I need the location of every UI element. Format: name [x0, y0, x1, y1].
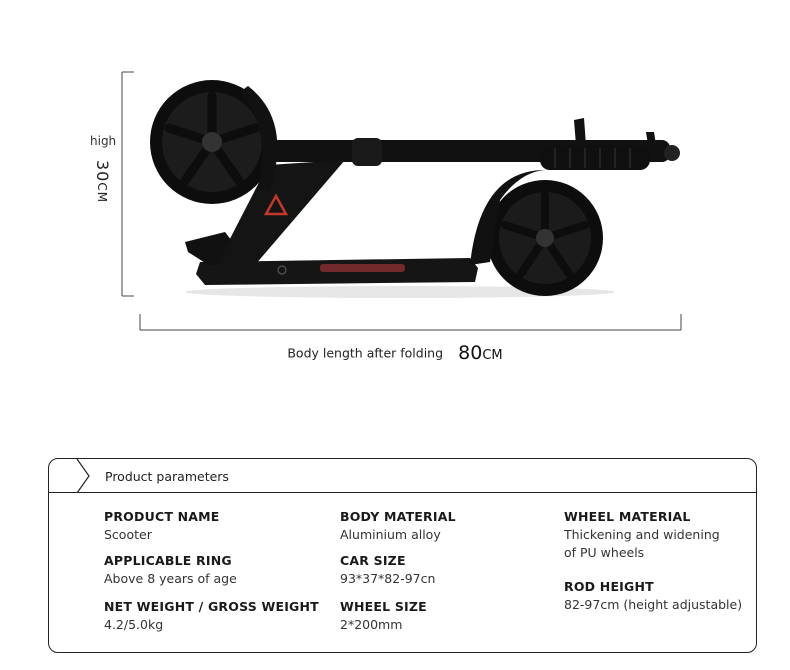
param-key: WHEEL MATERIAL	[564, 509, 691, 524]
height-dimension-bracket	[122, 72, 134, 296]
product-parameters-panel	[48, 458, 757, 653]
height-number: 30	[93, 160, 112, 183]
param-net-weight	[104, 599, 319, 634]
param-car-size	[340, 553, 435, 588]
length-number: 80	[458, 342, 483, 364]
param-key: ROD HEIGHT	[564, 579, 654, 594]
param-key: CAR SIZE	[340, 553, 406, 568]
height-value	[93, 160, 112, 203]
param-value: 4.2/5.0kg	[104, 617, 164, 632]
handlebar-stem	[218, 118, 680, 265]
param-value: Above 8 years of age	[104, 571, 237, 586]
param-value: 2*200mm	[340, 617, 403, 632]
chevron-right-icon	[49, 459, 95, 493]
height-unit: CM	[95, 182, 109, 204]
param-key: PRODUCT NAME	[104, 509, 220, 524]
param-value: Aluminium alloy	[340, 527, 441, 542]
length-value	[458, 342, 502, 364]
param-value-line-2: of PU wheels	[564, 545, 645, 560]
param-value: 82-97cm (height adjustable)	[564, 597, 743, 612]
param-body-material	[340, 509, 456, 544]
height-label: high	[90, 134, 117, 148]
params-header	[49, 459, 756, 493]
param-key: BODY MATERIAL	[340, 509, 456, 524]
param-wheel-material	[564, 509, 720, 562]
length-caption	[0, 342, 790, 364]
param-key: WHEEL SIZE	[340, 599, 427, 614]
param-rod-height	[564, 579, 742, 614]
length-dimension-bracket	[140, 314, 681, 330]
length-label: Body length after folding	[287, 345, 444, 361]
front-wheel	[470, 170, 603, 296]
param-key: NET WEIGHT / GROSS WEIGHT	[104, 599, 319, 614]
param-product-name	[104, 509, 220, 544]
length-unit: CM	[482, 348, 503, 363]
param-value: 93*37*82-97cn	[340, 571, 436, 586]
param-value-line-1: Thickening and widening	[564, 527, 720, 542]
params-title: Product parameters	[105, 469, 229, 484]
param-wheel-size	[340, 599, 427, 634]
param-applicable-ring	[104, 553, 237, 588]
param-value: Scooter	[104, 527, 152, 542]
param-key: APPLICABLE RING	[104, 553, 232, 568]
